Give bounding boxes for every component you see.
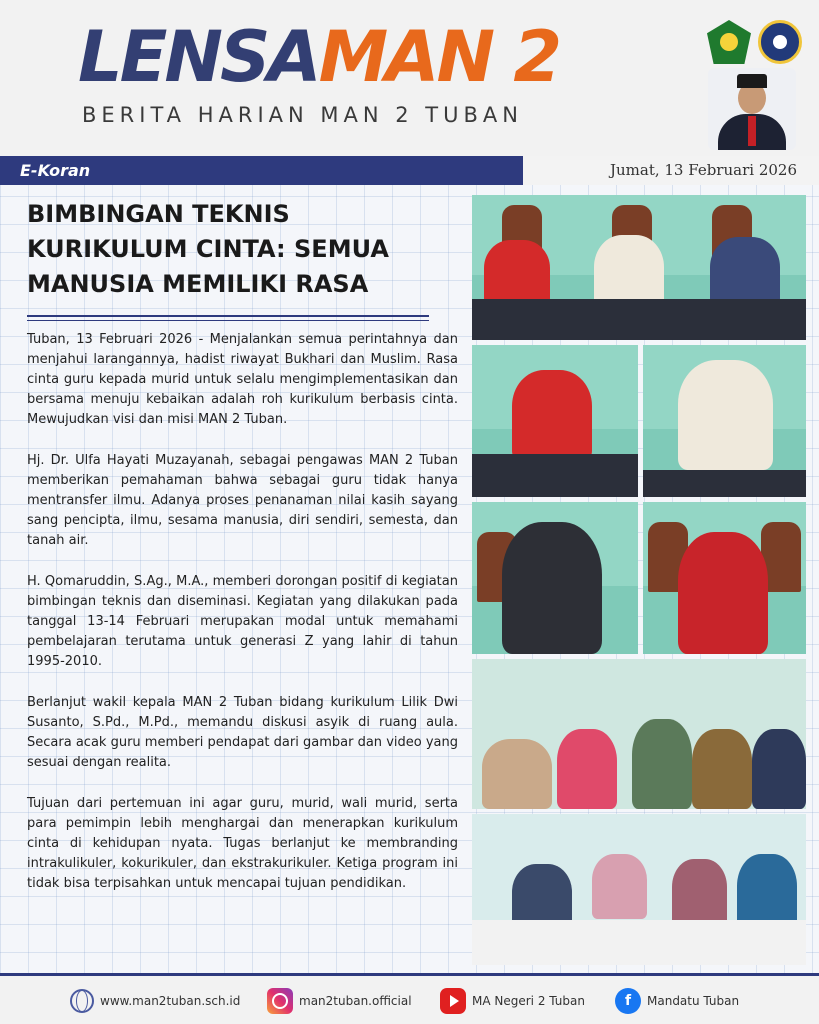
photo-panel-audience bbox=[472, 659, 806, 809]
madrasah-logo-icon bbox=[758, 20, 802, 64]
article-paragraph: Tuban, 13 Februari 2026 - Menjalankan semua perintahnya dan menjahui larangannya, hadist riwayat Bukhari dan Muslim. Rasa cinta guru kepada murid untuk selalu mengimplementasikan dan bersama menuju kebaikan adalah roh kurikulum berbasis cinta. Mewujudkan visi dan misi MAN 2 Tuban. bbox=[27, 332, 458, 427]
footer-facebook[interactable] bbox=[615, 988, 739, 1014]
facebook-page: Mandatu Tuban bbox=[647, 994, 740, 1008]
article-headline: BIMBINGAN TEKNIS KURIKULUM CINTA: SEMUA MANUSIA MEMILIKI RASA bbox=[27, 200, 389, 298]
photo-panel-classroom bbox=[472, 814, 806, 965]
article-paragraph: Hj. Dr. Ulfa Hayati Muzayanah, sebagai pengawas MAN 2 Tuban memberikan pemahaman bahwa sebagai guru tidak hanya mentransfer ilmu. Adanya proses penanaman nilai kasih sayang sang pencipta, ilmu, sesama manusia, diri sendiri, semesta, dan tanah air. bbox=[27, 453, 458, 548]
article-paragraph: Tujuan dari pertemuan ini agar guru, murid, wali murid, serta para pemimpin lebih menghargai dan menerapkan kurikulum cinta di kehidupan nyata. Tugas berlanjut ke membranding intrakulikuler, kokurikuler, dan ekstrakurikuler. Ketiga program ini tidak bisa terpisahkan untuk mencapai tujuan pendidikan. bbox=[27, 796, 458, 891]
masthead-logo: LENSAMAN 2 bbox=[78, 16, 560, 98]
photo-panel-supervisor bbox=[472, 345, 638, 497]
youtube-icon bbox=[440, 988, 466, 1014]
edition-label: E-Koran bbox=[0, 156, 150, 185]
article-paragraph: Berlanjut wakil kepala MAN 2 Tuban bidang kurikulum Lilik Dwi Susanto, S.Pd., M.Pd., memandu diskusi asyik di ruang aula. Secara acak guru memberi pendapat dari gambar dan video yang sesuai dengan realita. bbox=[27, 695, 458, 770]
photo-panel-speaker-cap bbox=[643, 345, 806, 497]
headline-divider-thin bbox=[27, 320, 429, 321]
tagline: BERITA HARIAN MAN 2 TUBAN bbox=[82, 103, 523, 127]
instagram-handle: man2tuban.official bbox=[299, 994, 412, 1008]
article-body bbox=[27, 330, 458, 915]
article-paragraph: H. Qomaruddin, S.Ag., M.A., memberi dorongan positif di kegiatan bimbingan teknis dan diseminasi. Kegiatan yang dilakukan pada tanggal 13-14 Februari merupakan modal untuk memahami pembelajaran terutama untuk generasi Z yang lahir di tahun 1995-2010. bbox=[27, 574, 458, 669]
facebook-icon: f bbox=[615, 988, 641, 1014]
footer-youtube[interactable] bbox=[440, 988, 585, 1014]
footer-instagram[interactable] bbox=[267, 988, 412, 1014]
instagram-icon bbox=[267, 988, 293, 1014]
photo-panel-teacher-speaking bbox=[643, 502, 806, 654]
globe-icon bbox=[70, 989, 94, 1013]
kemenag-logo-icon bbox=[707, 20, 751, 64]
head-portrait-photo bbox=[708, 68, 796, 150]
website-url: www.man2tuban.sch.id bbox=[100, 994, 241, 1008]
photo-panel-vice-principal bbox=[472, 502, 638, 654]
youtube-channel: MA Negeri 2 Tuban bbox=[472, 994, 585, 1008]
headline-divider bbox=[27, 315, 429, 317]
footer-website[interactable] bbox=[70, 988, 240, 1014]
photo-panel-speakers bbox=[472, 195, 806, 340]
edition-date: Jumat, 13 Februari 2026 bbox=[523, 156, 819, 185]
photo-collage bbox=[472, 195, 806, 965]
edition-band bbox=[0, 156, 819, 185]
header bbox=[0, 0, 819, 156]
footer bbox=[0, 976, 819, 1024]
